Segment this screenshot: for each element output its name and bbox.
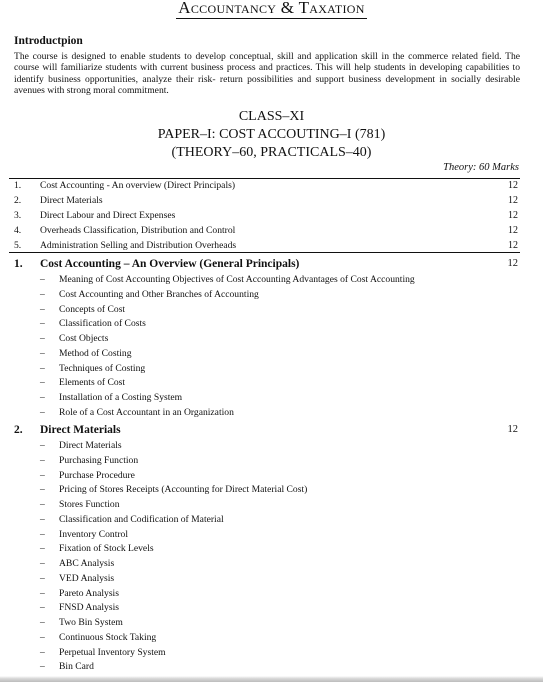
unit-topic-list — [0, 439, 543, 675]
list-item — [0, 362, 543, 377]
dash-bullet: – — [40, 392, 45, 404]
dash-bullet: – — [40, 303, 45, 315]
list-item — [0, 303, 543, 318]
list-item — [0, 631, 543, 646]
topic-text: Techniques of Costing — [59, 362, 146, 374]
list-item — [0, 498, 543, 513]
list-item — [0, 469, 543, 484]
list-item — [0, 288, 543, 303]
dash-bullet: – — [40, 362, 45, 374]
list-item — [0, 601, 543, 616]
unit-topic-list — [0, 273, 543, 421]
list-item — [0, 587, 543, 602]
summary-number: 5. — [14, 239, 22, 251]
dash-bullet: – — [40, 440, 45, 451]
dash-bullet: – — [40, 602, 45, 614]
unit-title: Direct Materials — [40, 424, 121, 436]
summary-row — [0, 209, 543, 224]
dash-bullet: – — [40, 513, 45, 525]
list-item — [0, 542, 543, 557]
summary-number: 4. — [14, 224, 22, 236]
dash-bullet: – — [40, 406, 45, 418]
dash-bullet: – — [40, 558, 45, 570]
paper-subtitle: (THEORY–60, PRACTICALS–40) — [171, 145, 372, 160]
dash-bullet: – — [40, 499, 45, 511]
summary-topic: Administration Selling and Distribution Overheads — [40, 239, 237, 251]
page-header — [0, 0, 543, 19]
topic-text: Continuous Stock Taking — [59, 631, 157, 643]
dash-bullet: – — [40, 347, 45, 359]
paper-title: PAPER–I: COST ACCOUTING–I (781) — [157, 127, 386, 142]
dash-bullet: – — [40, 661, 45, 673]
intro-heading: Introductpion — [14, 35, 83, 47]
summary-marks: 12 — [508, 239, 518, 251]
dash-bullet: – — [40, 454, 45, 466]
summary-topic: Direct Labour and Direct Expenses — [40, 209, 176, 221]
dash-bullet: – — [40, 288, 45, 300]
dash-bullet: – — [40, 646, 45, 658]
list-item — [0, 439, 543, 454]
unit-heading — [0, 258, 543, 274]
dash-bullet: – — [40, 469, 45, 481]
topic-text: Role of a Cost Accountant in an Organization — [59, 406, 234, 418]
summary-number: 1. — [14, 180, 22, 191]
table-bottom-rule — [9, 252, 520, 253]
unit-number: 1. — [14, 258, 23, 270]
summary-row — [0, 194, 543, 209]
unit-number: 2. — [14, 424, 23, 436]
list-item — [0, 528, 543, 543]
class-title: CLASS–XI — [238, 109, 305, 124]
list-item — [0, 406, 543, 421]
summary-row — [0, 224, 543, 239]
summary-marks: 12 — [508, 209, 518, 221]
dash-bullet: – — [40, 543, 45, 555]
topic-text: Classification and Codification of Material — [59, 513, 224, 525]
dash-bullet: – — [40, 572, 45, 584]
topic-text: Pricing of Stores Receipts (Accounting for Direct Material Cost) — [59, 484, 308, 496]
topic-text: ABC Analysis — [59, 558, 115, 570]
list-item — [0, 273, 543, 288]
dash-bullet: – — [40, 274, 45, 285]
topic-text: Elements of Cost — [59, 377, 126, 389]
dash-bullet: – — [40, 377, 45, 389]
unit-marks: 12 — [507, 424, 518, 435]
summary-number: 2. — [14, 194, 22, 206]
topic-text: Pareto Analysis — [59, 587, 119, 599]
list-item — [0, 616, 543, 631]
summary-marks: 12 — [508, 180, 518, 191]
summary-marks: 12 — [508, 194, 518, 206]
unit-marks: 12 — [507, 258, 518, 269]
dash-bullet: – — [40, 318, 45, 330]
topic-text: FNSD Analysis — [59, 602, 119, 614]
list-item — [0, 454, 543, 469]
topic-text: Fixation of Stock Levels — [59, 543, 154, 555]
topic-text: Meaning of Cost Accounting Objectives of Cost Accounting Advantages of Cost Accounting — [59, 274, 415, 285]
summary-marks: 12 — [508, 224, 518, 236]
list-item — [0, 572, 543, 587]
dash-bullet: – — [40, 528, 45, 540]
summary-topic: Direct Materials — [40, 194, 103, 206]
topic-text: Cost Accounting and Other Branches of Accounting — [59, 288, 259, 300]
topic-text: Purchase Procedure — [59, 469, 135, 481]
summary-topic: Cost Accounting - An overview (Direct Principals) — [40, 180, 236, 191]
page-title: Accountancy & Taxation — [178, 0, 365, 17]
list-item — [0, 376, 543, 391]
topic-text: Bin Card — [59, 661, 94, 673]
summary-table — [0, 179, 543, 253]
topic-text: Inventory Control — [59, 528, 129, 540]
topic-text: Two Bin System — [59, 617, 123, 629]
list-item — [0, 347, 543, 362]
topic-text: Installation of a Costing System — [59, 392, 183, 404]
intro-paragraph: The course is designed to enable students to develop conceptual, skill and application skill in the commerce related field. The course will familiarize students with current business process and practices. This will help students in developing capabilities to identify business opportunities, analyze their risk- return possibilities and support business development in socially desirable avenues with strong moral commitment. — [14, 51, 520, 97]
unit-title: Cost Accounting – An Overview (General Principals) — [40, 258, 300, 270]
dash-bullet: – — [40, 631, 45, 643]
dash-bullet: – — [40, 484, 45, 496]
topic-text: VED Analysis — [59, 572, 115, 584]
summary-topic: Overheads Classification, Distribution and Control — [40, 224, 236, 236]
topic-text: Purchasing Function — [59, 454, 139, 466]
list-item — [0, 317, 543, 332]
list-item — [0, 646, 543, 661]
topic-text: Method of Costing — [59, 347, 132, 359]
list-item — [0, 513, 543, 528]
scan-bottom-edge — [0, 676, 543, 682]
dash-bullet: – — [40, 333, 45, 345]
list-item — [0, 391, 543, 406]
unit-heading — [0, 424, 543, 440]
topic-text: Stores Function — [59, 499, 120, 511]
theory-marks-label: Theory: 60 Marks — [443, 162, 519, 173]
topic-text: Cost Objects — [59, 333, 109, 345]
list-item — [0, 557, 543, 572]
summary-number: 3. — [14, 209, 22, 221]
topic-text: Perpetual Inventory System — [59, 646, 166, 658]
summary-row — [0, 179, 543, 194]
topic-text: Direct Materials — [59, 440, 122, 451]
list-item — [0, 483, 543, 498]
topic-text: Concepts of Cost — [59, 303, 126, 315]
dash-bullet: – — [40, 587, 45, 599]
topic-text: Classification of Costs — [59, 318, 146, 330]
list-item — [0, 332, 543, 347]
list-item — [0, 660, 543, 675]
dash-bullet: – — [40, 617, 45, 629]
